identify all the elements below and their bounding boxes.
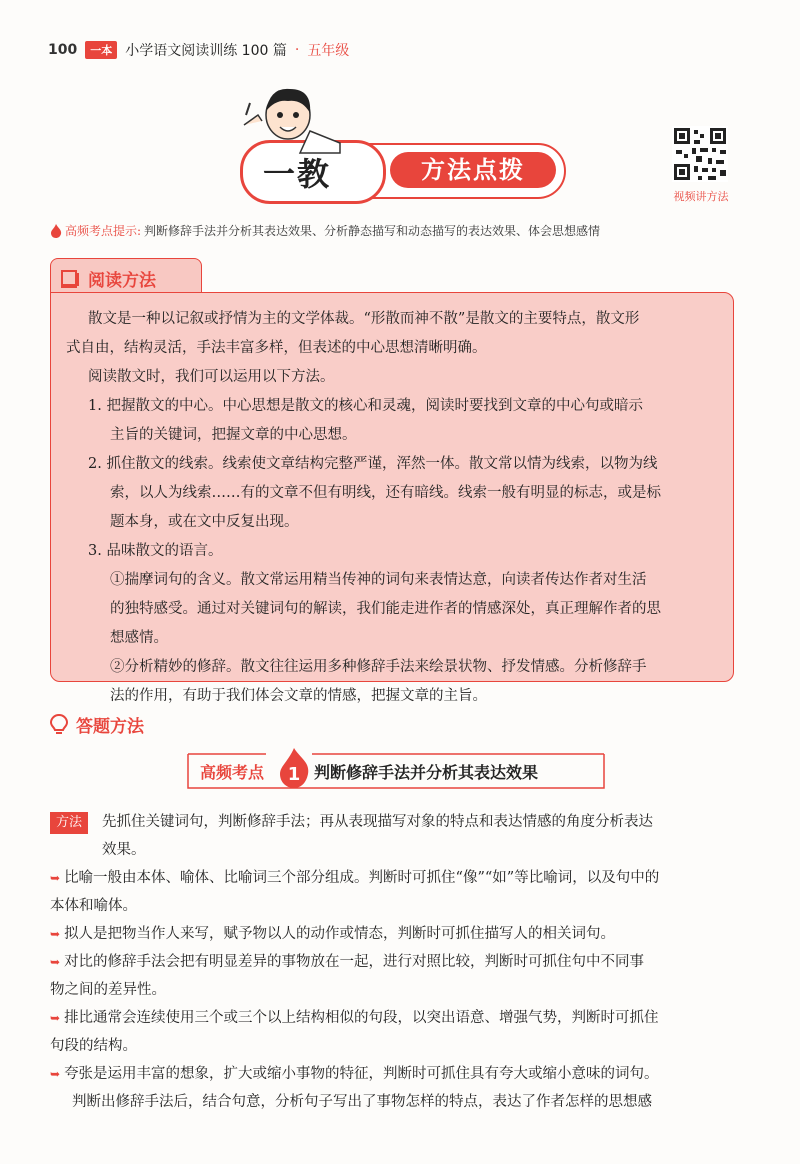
method-text bbox=[102, 808, 742, 864]
rm-line: 主旨的关键词，把握文章的中心思想。 bbox=[110, 427, 357, 443]
hint-label: 高频考点提示: bbox=[65, 224, 142, 238]
arrow-icon: ➥ bbox=[50, 1011, 61, 1025]
method-line: 先抓住关键词句，判断修辞手法；再从表现描写对象的特点和表达情感的角度分析表达 bbox=[102, 814, 653, 830]
rm-line: 的独特感受。通过对关键词句的解读，我们能走进作者的情感深处，真正理解作者的思 bbox=[110, 601, 661, 617]
rm-line: 散文是一种以记叙或抒情为主的文学体裁。“形散而神不散”是散文的主要特点，散文形 bbox=[88, 311, 640, 327]
keypoint-banner bbox=[186, 752, 606, 790]
brand-logo: 一本 bbox=[85, 41, 117, 59]
arrow-icon: ➥ bbox=[50, 1067, 61, 1081]
qr-label: 视频讲方法 bbox=[673, 190, 729, 203]
arrow-icon: ➥ bbox=[50, 871, 61, 885]
section-banner bbox=[240, 85, 570, 210]
keypoint-text: 判断修辞手法并分析其表达效果 bbox=[314, 763, 539, 782]
reading-method-heading bbox=[60, 266, 156, 291]
bullet-line: 句段的结构。 bbox=[50, 1038, 137, 1054]
rm-line: 阅读散文时，我们可以运用以下方法。 bbox=[88, 369, 335, 385]
rm-line: 3. 品味散文的语言。 bbox=[88, 543, 223, 559]
flame-icon bbox=[50, 224, 62, 238]
page-number: 100 bbox=[48, 42, 78, 58]
rm-line: ①揣摩词句的含义。散文常运用精当传神的词句来表情达意，向读者传达作者对生活 bbox=[110, 572, 647, 588]
bullet-item bbox=[50, 864, 740, 920]
rm-line: 题本身，或在文中反复出现。 bbox=[110, 514, 299, 530]
banner-tag: 方法点拨 bbox=[390, 152, 556, 188]
bullet-line: 本体和喻体。 bbox=[50, 898, 137, 914]
rm-line: 1. 把握散文的中心。中心思想是散文的核心和灵魂，阅读时要找到文章的中心句或暗示 bbox=[88, 398, 643, 414]
method-line: 效果。 bbox=[102, 842, 146, 858]
bullet-item bbox=[50, 1004, 740, 1060]
keypoint-number: 1 bbox=[287, 764, 301, 785]
arrow-icon: ➥ bbox=[50, 927, 61, 941]
rm-line: ②分析精妙的修辞。散文往往运用多种修辞手法来绘景状物、抒发情感。分析修辞手 bbox=[110, 659, 647, 675]
closing-paragraph: 判断出修辞手法后，结合句意，分析句子写出了事物怎样的特点，表达了作者怎样的思想感 bbox=[72, 1094, 652, 1110]
rm-line: 2. 抓住散文的线索。线索使文章结构完整严谨，浑然一体。散文常以情为线索，以物为线 bbox=[88, 456, 658, 472]
book-icon bbox=[60, 269, 80, 289]
bullet-line: 拟人是把物当作人来写，赋予物以人的动作或情态，判断时可抓住描写人的相关词句。 bbox=[64, 926, 616, 942]
bullet-item bbox=[50, 1060, 740, 1088]
grade-label: 五年级 bbox=[307, 43, 350, 59]
method-tag: 方法 bbox=[50, 812, 88, 834]
dot-separator: · bbox=[294, 42, 300, 58]
answer-method-heading bbox=[50, 712, 144, 737]
bullet-line: 对比的修辞手法会把有明显差异的事物放在一起，进行对照比较，判断时可抓住句中不同事 bbox=[64, 954, 645, 970]
answer-method-title: 答题方法 bbox=[76, 717, 144, 737]
lightbulb-icon bbox=[50, 714, 68, 736]
rm-line: 式自由，结构灵活，手法丰富多样，但表述的中心思想清晰明确。 bbox=[66, 340, 487, 356]
book-title: 小学语文阅读训练 100 篇 bbox=[125, 43, 287, 59]
bullet-line: 比喻一般由本体、喻体、比喻词三个部分组成。判断时可抓住“像”“如”等比喻词，以及句中的 bbox=[64, 870, 660, 886]
page-header bbox=[48, 40, 349, 60]
bullet-line: 物之间的差异性。 bbox=[50, 982, 166, 998]
qr-code-icon[interactable] bbox=[672, 126, 728, 182]
flame-icon bbox=[278, 748, 310, 788]
arrow-icon: ➥ bbox=[50, 955, 61, 969]
bullet-line: 排比通常会连续使用三个或三个以上结构相似的句段，以突出语意、增强气势，判断时可抓住 bbox=[64, 1010, 659, 1026]
bullet-item bbox=[50, 948, 740, 1004]
rm-line: 法的作用，有助于我们体会文章的情感，把握文章的主旨。 bbox=[110, 688, 487, 704]
banner-big-text: 一教 bbox=[263, 155, 332, 193]
bullet-item bbox=[50, 920, 740, 948]
exam-hint bbox=[50, 222, 600, 239]
reading-method-title: 阅读方法 bbox=[88, 271, 156, 291]
hint-text: 判断修辞手法并分析其表达效果、分析静态描写和动态描写的表达效果、体会思想感情 bbox=[144, 224, 601, 238]
rm-line: 想感情。 bbox=[110, 630, 168, 646]
bullet-line: 夸张是运用丰富的想象，扩大或缩小事物的特征，判断时可抓住具有夸大或缩小意味的词句。 bbox=[64, 1066, 659, 1082]
keypoint-label: 高频考点 bbox=[200, 763, 265, 782]
rm-line: 索，以人为线索……有的文章不但有明线，还有暗线。线索一般有明显的标志，或是标 bbox=[110, 485, 661, 501]
mascot-illustration bbox=[240, 85, 360, 155]
